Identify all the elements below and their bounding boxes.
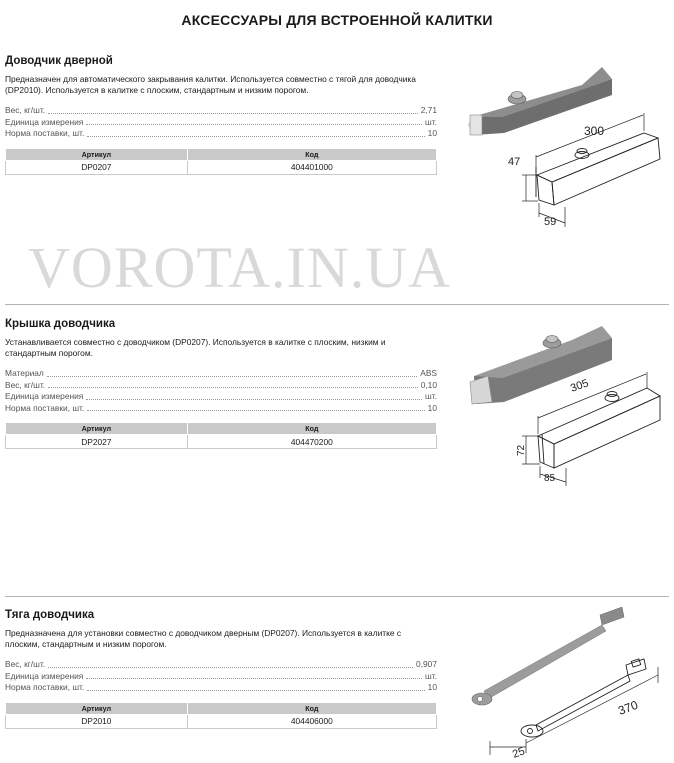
- column-header-code: Код: [187, 702, 436, 714]
- property-row: [5, 403, 437, 415]
- dimension-length-label: 370: [616, 697, 640, 718]
- closer-arm-image: [462, 603, 672, 761]
- dimension-length-label: 305: [568, 377, 591, 395]
- dot-leader: [87, 136, 424, 137]
- code-cell: 404406000: [187, 714, 436, 728]
- property-label: Единица измерения: [5, 116, 84, 127]
- properties-list: [5, 659, 437, 694]
- property-value: 0,10: [420, 379, 437, 390]
- section-divider: [5, 596, 669, 597]
- dot-leader: [87, 690, 424, 691]
- closer-cover-image: [462, 318, 672, 498]
- property-label: Материал: [5, 368, 44, 378]
- property-row: [5, 682, 437, 694]
- property-label: Норма поставки, шт.: [5, 402, 85, 413]
- door-closer-image: [462, 55, 672, 235]
- property-row: [5, 659, 437, 671]
- property-label: Норма поставки, шт.: [5, 128, 85, 138]
- dot-leader: [48, 667, 413, 668]
- properties-list: [5, 105, 437, 140]
- section-closer-arm: [5, 609, 437, 729]
- section-closer-cover: [5, 318, 437, 449]
- dot-leader: [47, 376, 417, 377]
- property-label: Единица измерения: [5, 391, 84, 401]
- section-description: Предназначен для автоматического закрывания калитки. Используется совместно с тягой для доводчика (DP2010). Используется в калитке с плоским, стандартным и низким порогом.: [5, 74, 416, 95]
- property-row: [5, 117, 437, 129]
- property-value: ABS: [420, 368, 437, 378]
- table-row: [6, 435, 437, 449]
- dimension-height-label: 72: [516, 444, 527, 456]
- table-row: [6, 160, 437, 174]
- column-header-article: Артикул: [6, 702, 188, 714]
- dot-leader: [87, 410, 424, 411]
- article-table: [5, 148, 437, 175]
- column-header-code: Код: [187, 423, 436, 435]
- code-cell: 404401000: [187, 160, 436, 174]
- property-label: Вес, кг/шт.: [5, 105, 46, 115]
- property-label: Норма поставки, шт.: [5, 682, 85, 692]
- code-cell: 404470200: [187, 435, 436, 449]
- dot-leader: [48, 387, 418, 388]
- property-row: [5, 391, 437, 403]
- column-header-code: Код: [187, 148, 436, 160]
- article-table: [5, 702, 437, 729]
- property-value: 10: [427, 682, 437, 692]
- property-row: [5, 128, 437, 140]
- page-title: АКСЕССУАРЫ ДЛЯ ВСТРОЕННОЙ КАЛИТКИ: [181, 12, 493, 28]
- properties-list: [5, 368, 437, 414]
- property-value: 10: [427, 128, 437, 138]
- dimension-length-label: 300: [584, 124, 605, 138]
- section-door-closer: [5, 55, 437, 175]
- property-value: 10: [427, 402, 437, 413]
- property-value: шт.: [425, 391, 437, 401]
- property-row: [5, 671, 437, 683]
- section-title: Тяга доводчика: [5, 609, 95, 621]
- dimension-width-label: 59: [544, 216, 557, 228]
- dot-leader: [86, 124, 422, 125]
- section-description: Устанавливается совместно с доводчиком (DP0207). Используется в калитке с плоским, низким и стандартным порогом.: [5, 337, 386, 358]
- property-row: [5, 380, 437, 392]
- dimension-width-label: 25: [510, 745, 527, 761]
- section-title: Доводчик дверной: [5, 55, 113, 67]
- dot-leader: [48, 113, 418, 114]
- section-divider: [5, 304, 669, 305]
- column-header-article: Артикул: [6, 423, 188, 435]
- property-value: 0,907: [416, 659, 437, 669]
- dimension-width-label: 85: [544, 473, 556, 484]
- dot-leader: [86, 678, 422, 679]
- article-cell: DP2010: [6, 714, 188, 728]
- section-description: Предназначена для установки совместно с доводчиком дверным (DP0207). Используется в калитке с плоским, стандартным и низким порогом.: [5, 628, 402, 649]
- dimension-height-label: 47: [508, 156, 521, 168]
- article-table: [5, 422, 437, 449]
- property-label: Вес, кг/шт.: [5, 379, 46, 390]
- property-value: шт.: [425, 670, 437, 681]
- section-title: Крышка доводчика: [5, 318, 116, 330]
- table-row: [6, 714, 437, 728]
- property-label: Вес, кг/шт.: [5, 659, 46, 669]
- property-value: шт.: [425, 116, 437, 127]
- watermark: VOROTA.IN.UA: [28, 235, 451, 300]
- column-header-article: Артикул: [6, 148, 188, 160]
- article-cell: DP0207: [6, 160, 188, 174]
- property-label: Единица измерения: [5, 670, 84, 681]
- property-value: 2,71: [420, 105, 437, 115]
- article-cell: DP2027: [6, 435, 188, 449]
- property-row: [5, 368, 437, 380]
- property-row: [5, 105, 437, 117]
- dot-leader: [86, 399, 422, 400]
